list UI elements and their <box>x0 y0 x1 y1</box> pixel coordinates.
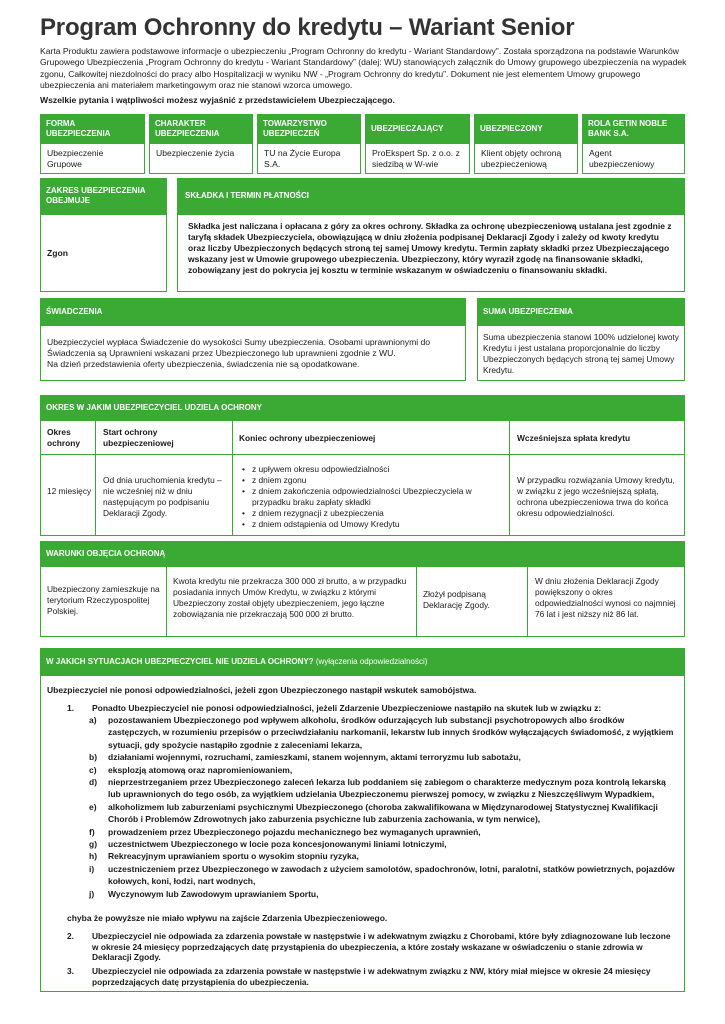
warunek-wiek: W dniu złożenia Deklaracji Zgody powiększony o okres odpowiedzialności wynosi co najmniej 76 lat i jest niższy niż 86 lat. <box>535 576 676 619</box>
sublist-text: Wyczynowym lub Zawodowym uprawianiem Sportu, <box>108 888 319 899</box>
sublist-letter: j) <box>89 888 95 899</box>
swiadczenia-line: Na dzień przedstawienia oferty ubezpieczenia, świadczenia nie są opodatkowane. <box>47 359 360 369</box>
sublist-letter: c) <box>89 764 97 775</box>
value-ubezpieczajacy: ProEkspert Sp. z o.o. z siedzibą w W-wie <box>365 143 470 174</box>
value-charakter: Ubezpieczenie życia <box>149 143 253 174</box>
sublist-text: działaniami wojennymi, rozruchami, zamieszkami, stanem wojennym, aktami terroryzmu lub sabotażu, <box>108 752 521 763</box>
col-header-okres: Okres ochrony <box>47 427 81 448</box>
sublist-letter: b) <box>89 752 98 763</box>
sublist-letter: f) <box>89 826 95 837</box>
warunki-header: WARUNKI OBJĘCIA OCHRONĄ <box>40 541 685 566</box>
sublist-item <box>89 863 679 888</box>
col-header-splata: Wcześniejsza spłata kredytu <box>517 433 631 443</box>
intro-contact-note: Wszelkie pytania i wątpliwości możesz wyjaśnić z przedstawicielem Ubezpieczającego. <box>40 95 395 105</box>
wylaczenia-subtitle: (wyłączenia odpowiedzialności) <box>315 656 428 666</box>
sublist-item <box>89 826 679 838</box>
item-text: Ubezpieczyciel nie odpowiada za zdarzenia powstałe w następstwie i w adekwatnym związku z Chorobami, które były zdiagnozowane lub leczone w okresie 24 miesięcy poprzedzających datę przystąpienia do ubezpieczenia, a które zostały wskazane w oświadczeniu o stanie zdrowia w Deklaracji Zgody. <box>92 931 671 962</box>
sublist-text: uczestniczeniem przez Ubezpieczonego w zawodach z użyciem samolotów, spadochronów, lotni, paralotni, statków powietrznych, pojazdów kołowych, koni, łodzi, nart wodnych, <box>108 863 675 887</box>
wylaczenia-body <box>40 675 685 992</box>
sublist-item <box>89 714 679 751</box>
sublist-text: pozostawaniem Ubezpieczonego pod wpływem alkoholu, środków odurzających lub substancji psychotropowych albo środków zastępczych, w rozumieniu przepisów o przeciwdziałaniu narkomanii, lekarstw lub innych środków wyłączających świadomość, z wyjątkiem sytuacji, gdy spożycie nastąpiło zgodnie z zaleceniami lekarza, <box>108 715 674 750</box>
col-divider <box>232 421 233 535</box>
col-divider <box>509 421 510 535</box>
okres-value: 12 miesięcy <box>47 486 92 496</box>
swiadczenia-body <box>40 325 466 381</box>
header-charakter: CHARAKTER UBEZPIECZENIA <box>149 114 253 143</box>
skladka-header: SKŁADKA I TERMIN PŁATNOŚCI <box>177 178 685 214</box>
header-towarzystwo: TOWARZYSTWO UBEZPIECZEŃ <box>257 114 361 143</box>
item-number: 2. <box>67 931 74 941</box>
start-value: Od dnia uruchomienia kredytu – nie wcześniej niż w dniu następującym po podpisaniu Deklaracji Zgody. <box>103 475 222 518</box>
item-number: 3. <box>67 966 74 976</box>
col-divider <box>95 421 96 535</box>
sublist-letter: h) <box>89 851 98 862</box>
value-ubezpieczony: Klient objęty ochroną ubezpieczeniową <box>474 143 578 174</box>
koniec-list <box>242 464 504 530</box>
header-ubezpieczony: UBEZPIECZONY <box>474 114 578 143</box>
zakres-header: ZAKRES UBEZPIECZENIA OBEJMUJE <box>40 178 167 214</box>
item-text: Ubezpieczyciel nie odpowiada za zdarzenia powstałe w następstwie i w adekwatnym związku z NW, który miał miejsce w okresie 24 miesięcy poprzedzających datę przystąpienia do ubezpieczenia. <box>92 966 651 987</box>
sublist-item <box>89 751 679 763</box>
wylaczenia-item-2 <box>67 931 679 963</box>
wylaczenia-sublist <box>89 714 679 900</box>
wylaczenia-title: W JAKICH SYTUACJACH UBEZPIECZYCIEL NIE UDZIELA OCHRONY? <box>46 656 314 666</box>
sublist-item <box>89 838 679 850</box>
sublist-text: alkoholizmem lub zaburzeniami psychicznymi Ubezpieczonego (choroba zakwalifikowana w Międzynarodowej Statystycznej Kwalifikacji Chorób i Problemów Zdrowotnych jako zaburzenia psychiczne lub zaburzenia zachowania, w tym nerwice), <box>108 801 658 825</box>
wylaczenia-header <box>40 648 685 675</box>
sublist-letter: a) <box>89 715 97 725</box>
swiadczenia-line: Świadczenia są Uprawnieni wskazani przez Ubezpieczonego lub uprawnieni zgodnie z WU. <box>47 348 396 358</box>
col-header-koniec: Koniec ochrony ubezpieczeniowej <box>239 433 376 443</box>
swiadczenia-header: ŚWIADCZENIA <box>40 298 466 325</box>
sublist-item <box>89 801 679 826</box>
wylaczenia-lead: Ubezpieczyciel nie ponosi odpowiedzialności, jeżeli zgon Ubezpieczonego nastąpił wskutek samobójstwa. <box>47 685 477 695</box>
suma-text: Suma ubezpieczenia stanowi 100% udzielonej kwoty Kredytu i jest ustalana proporcjonalnie do liczby Ubezpieczonych będących stroną tej samej Umowy Kredytu. <box>477 325 685 381</box>
col-divider <box>166 567 167 636</box>
sublist-item <box>89 764 679 776</box>
col-divider <box>416 567 417 636</box>
sublist-letter: i) <box>89 863 95 874</box>
value-forma: Ubezpieczenie Grupowe <box>40 143 145 174</box>
header-ubezpieczajacy: UBEZPIECZAJĄCY <box>365 114 470 143</box>
koniec-item: • z dniem odstąpienia od Umowy Kredytu <box>242 519 504 530</box>
warunek-zamieszkanie: Ubezpieczony zamieszkuje na terytorium Rzeczypospolitej Polskiej. <box>47 584 160 616</box>
okres-header: OKRES W JAKIM UBEZPIECZYCIEL UDZIELA OCHRONY <box>40 395 685 420</box>
sublist-text: uczestnictwem Ubezpieczonego w locie poza koncesjonowanymi liniami lotniczymi, <box>108 839 447 850</box>
zakres-value: Zgon <box>40 214 167 292</box>
wylaczenia-after: chyba że powyższe nie miało wpływu na zajście Zdarzenia Ubezpieczeniowego. <box>67 913 388 923</box>
suma-header: SUMA UBEZPIECZENIA <box>477 298 685 325</box>
sublist-item <box>89 850 679 862</box>
koniec-item: • z upływem okresu odpowiedzialności <box>242 464 504 475</box>
value-rola: Agent ubezpieczeniowy <box>582 143 685 174</box>
page-title: Program Ochronny do kredytu – Wariant Senior <box>40 14 575 41</box>
wylaczenia-item-1 <box>67 702 677 714</box>
koniec-item: • z dniem zakończenia odpowiedzialności Ubezpieczyciela w przypadku braku zapłaty składki <box>242 486 504 508</box>
okres-table <box>40 420 685 536</box>
warunki-table <box>40 566 685 637</box>
koniec-item: • z dniem rezygnacji z ubezpieczenia <box>242 508 504 519</box>
wylaczenia-item-3 <box>67 966 679 987</box>
sublist-text: eksplozją atomową oraz napromieniowaniem, <box>108 764 293 775</box>
sublist-text: Rekreacyjnym uprawianiem sportu o wysokim stopniu ryzyka, <box>108 851 359 862</box>
sublist-text: prowadzeniem przez Ubezpieczonego pojazdu mechanicznego bez wymaganych uprawnień, <box>108 826 481 837</box>
sublist-letter: g) <box>89 839 98 850</box>
intro-text: Karta Produktu zawiera podstawowe informacje o ubezpieczeniu „Program Ochronny do kredytu - Wariant Standardowy”. Została sporządzona na podstawie Warunków Grupowego Ubezpieczenia „Program Ochronny do kredytu - Wariant Standardowy” (dalej: WU) stanowiących załącznik do Umowy grupowego ubezpieczenia na wypadek zgonu, Całkowitej niezdolności do pracy albo Hospitalizacji w wyniku NW - „Program Ochronny do kredytu”. Dokument nie jest elementem Umowy grupowego ubezpieczenia ani materiałem marketingowym oraz nie stanowi wzorca umowego. <box>40 46 687 90</box>
warunek-kwota: Kwota kredytu nie przekracza 300 000 zł brutto, a w przypadku posiadania innych Umów Kredytu, w związku z którymi Ubezpieczony został objęty ubezpieczeniem, jego łączne zobowiązania nie przekraczają 500 000 zł brutto. <box>173 576 407 619</box>
sublist-item <box>89 888 679 900</box>
skladka-text: Składka jest naliczana i opłacana z góry za okres ochrony. Składka za ochronę ubezpieczeniową ustalana jest zgodnie z taryfą składek Ubezpieczyciela, obowiązującą w dniu złożenia podpisanej Deklaracji Zgody i zależy od kwoty kredytu oraz liczby Ubezpieczonych będących stroną tej samej Umowy kredytu. Termin zapłaty składki przez Ubezpieczającego wskazany jest w Umowie grupowego ubezpieczenia. Ubezpieczony, który wyraził zgodę na finansowanie składki, zobowiązany jest do pokrycia jej kosztu w terminie wskazanym w oświadczeniu o finansowaniu składki. <box>177 214 685 292</box>
header-rola: ROLA GETIN NOBLE BANK S.A. <box>582 114 685 143</box>
col-header-start: Start ochrony ubezpieczeniowej <box>103 427 174 448</box>
item-text: Ponadto Ubezpieczyciel nie ponosi odpowiedzialności, jeżeli Zdarzenie Ubezpieczeniowe nastąpiło na skutek lub w związku z: <box>92 703 602 713</box>
sublist-item <box>89 776 679 801</box>
sublist-text: nieprzestrzeganiem przez Ubezpieczonego zaleceń lekarza lub poddaniem się zabiegom o charakterze medycznym poza kontrolą lekarską lub uprawnionych do tego osób, za wyjątkiem udzielania Ubezpieczonemu pierwszej pomocy, w związku z Nieszczęśliwym Wypadkiem, <box>108 777 666 800</box>
splata-value: W przypadku rozwiązania Umowy kredytu, w związku z jego wcześniejszą spłatą, ochrona ubezpieczeniowa trwa do końca okresu odpowiedzialności. <box>517 475 675 518</box>
swiadczenia-line: Ubezpieczyciel wypłaca Świadczenie do wysokości Sumy ubezpieczenia. Osobami uprawnionymi do <box>47 337 431 347</box>
value-towarzystwo: TU na Życie Europa S.A. <box>257 143 361 174</box>
header-forma: FORMA UBEZPIECZENIA <box>40 114 145 143</box>
sublist-letter: e) <box>89 801 97 812</box>
koniec-item: • z dniem zgonu <box>242 475 504 486</box>
col-divider <box>527 567 528 636</box>
item-number: 1. <box>67 703 75 713</box>
sublist-letter: d) <box>89 777 98 788</box>
warunek-deklaracja: Złożył podpisaną Deklarację Zgody. <box>423 589 490 610</box>
